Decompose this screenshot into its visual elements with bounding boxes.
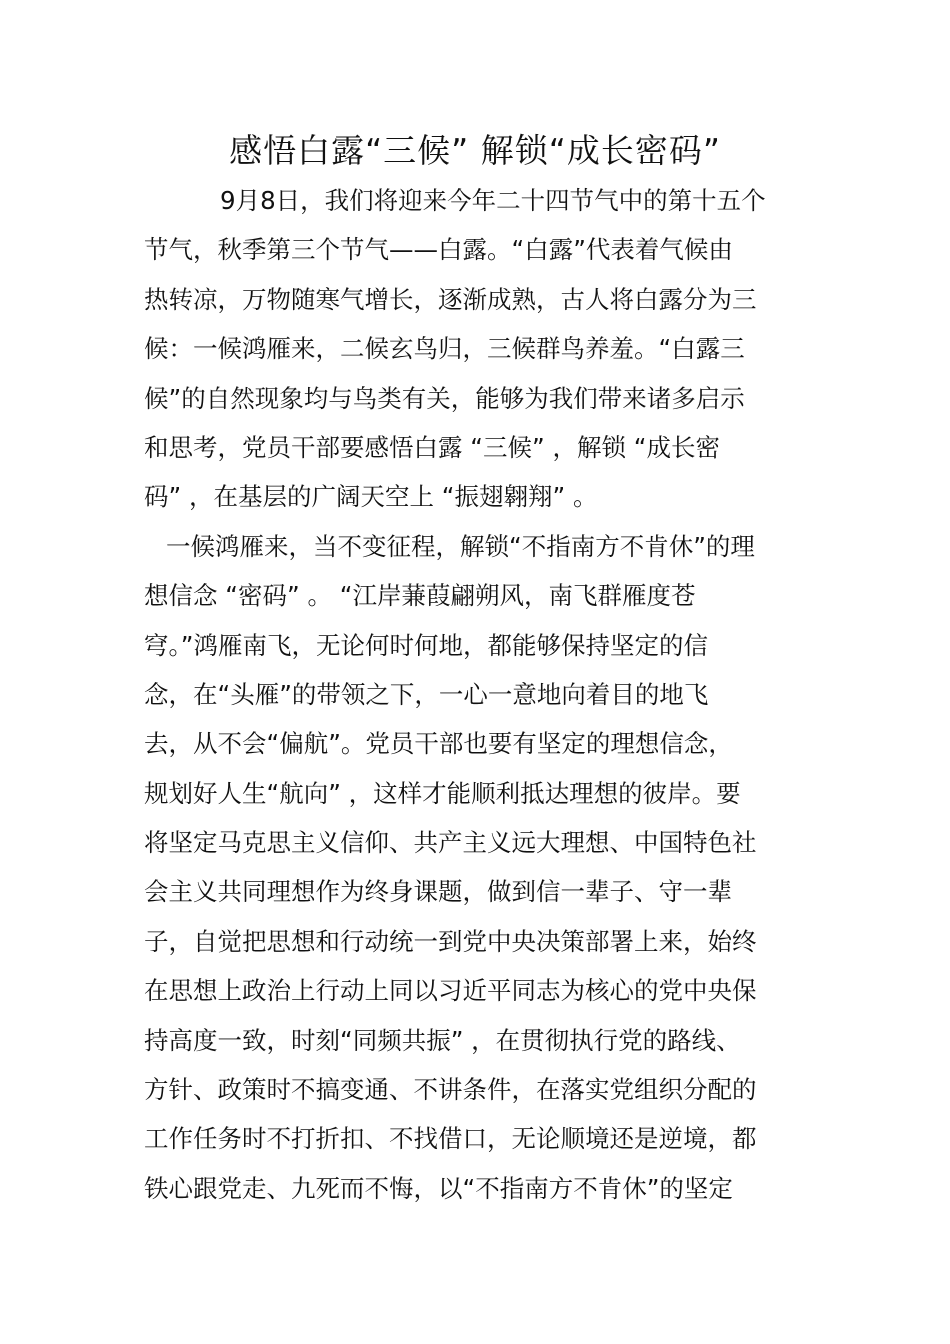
paragraph-line: 码” ，在基层的广阔天空上 “振翅翱翔” 。 xyxy=(144,482,598,512)
paragraph-line: 9月8日，我们将迎来今年二十四节气中的第十五个 xyxy=(220,186,766,215)
paragraph-line: 候：一候鸿雁来，二候玄鸟归，三候群鸟养羞。“白露三 xyxy=(144,334,745,364)
paragraph-line: 热转凉，万物随寒气增长，逐渐成熟，古人将白露分为三 xyxy=(144,284,757,314)
paragraph-line: 和思考，党员干部要感悟白露 “三候” ，解锁 “成长密 xyxy=(144,432,720,462)
paragraph-line: 方针、政策时不搞变通、不讲条件，在落实党组织分配的 xyxy=(144,1075,757,1105)
paragraph-line: 持高度一致，时刻“同频共振” ，在贯彻执行党的路线、 xyxy=(144,1025,741,1055)
paragraph-line: 去，从不会“偏航”。党员干部也要有坚定的理想信念， xyxy=(144,729,733,759)
paragraph-line: 会主义共同理想作为终身课题，做到信一辈子、守一辈 xyxy=(144,877,732,907)
paragraph-line: 候”的自然现象均与鸟类有关，能够为我们带来诸多启示 xyxy=(144,383,745,413)
paragraph-line: 念，在“头雁”的带领之下，一心一意地向着目的地飞 xyxy=(144,679,709,709)
document-body xyxy=(144,176,824,1213)
paragraph-line: 铁心跟党走、九死而不悔，以“不指南方不肯休”的坚定 xyxy=(144,1173,733,1203)
paragraph-line: 将坚定马克思主义信仰、共产主义远大理想、中国特色社 xyxy=(144,828,757,858)
paragraph-line: 一候鸿雁来，当不变征程，解锁“不指南方不肯休”的理 xyxy=(166,531,755,561)
paragraph-line: 工作任务时不打折扣、不找借口，无论顺境还是逆境，都 xyxy=(144,1124,757,1154)
paragraph-line: 穹。”鸿雁南飞，无论何时何地，都能够保持坚定的信 xyxy=(144,630,708,660)
document-title: 感悟白露“三候” 解锁“成长密码” xyxy=(229,131,721,170)
paragraph-line: 节气，秋季第三个节气——白露。“白露”代表着气候由 xyxy=(144,235,733,265)
paragraph-line: 规划好人生“航向” ，这样才能顺利抵达理想的彼岸。要 xyxy=(144,778,741,808)
paragraph-line: 子，自觉把思想和行动统一到党中央决策部署上来，始终 xyxy=(144,926,757,956)
paragraph-line: 想信念 “密码” 。 “江岸蒹葭翩朔风，南飞群雁度苍 xyxy=(144,581,696,611)
paragraph-line: 在思想上政治上行动上同以习近平同志为核心的党中央保 xyxy=(144,976,757,1006)
